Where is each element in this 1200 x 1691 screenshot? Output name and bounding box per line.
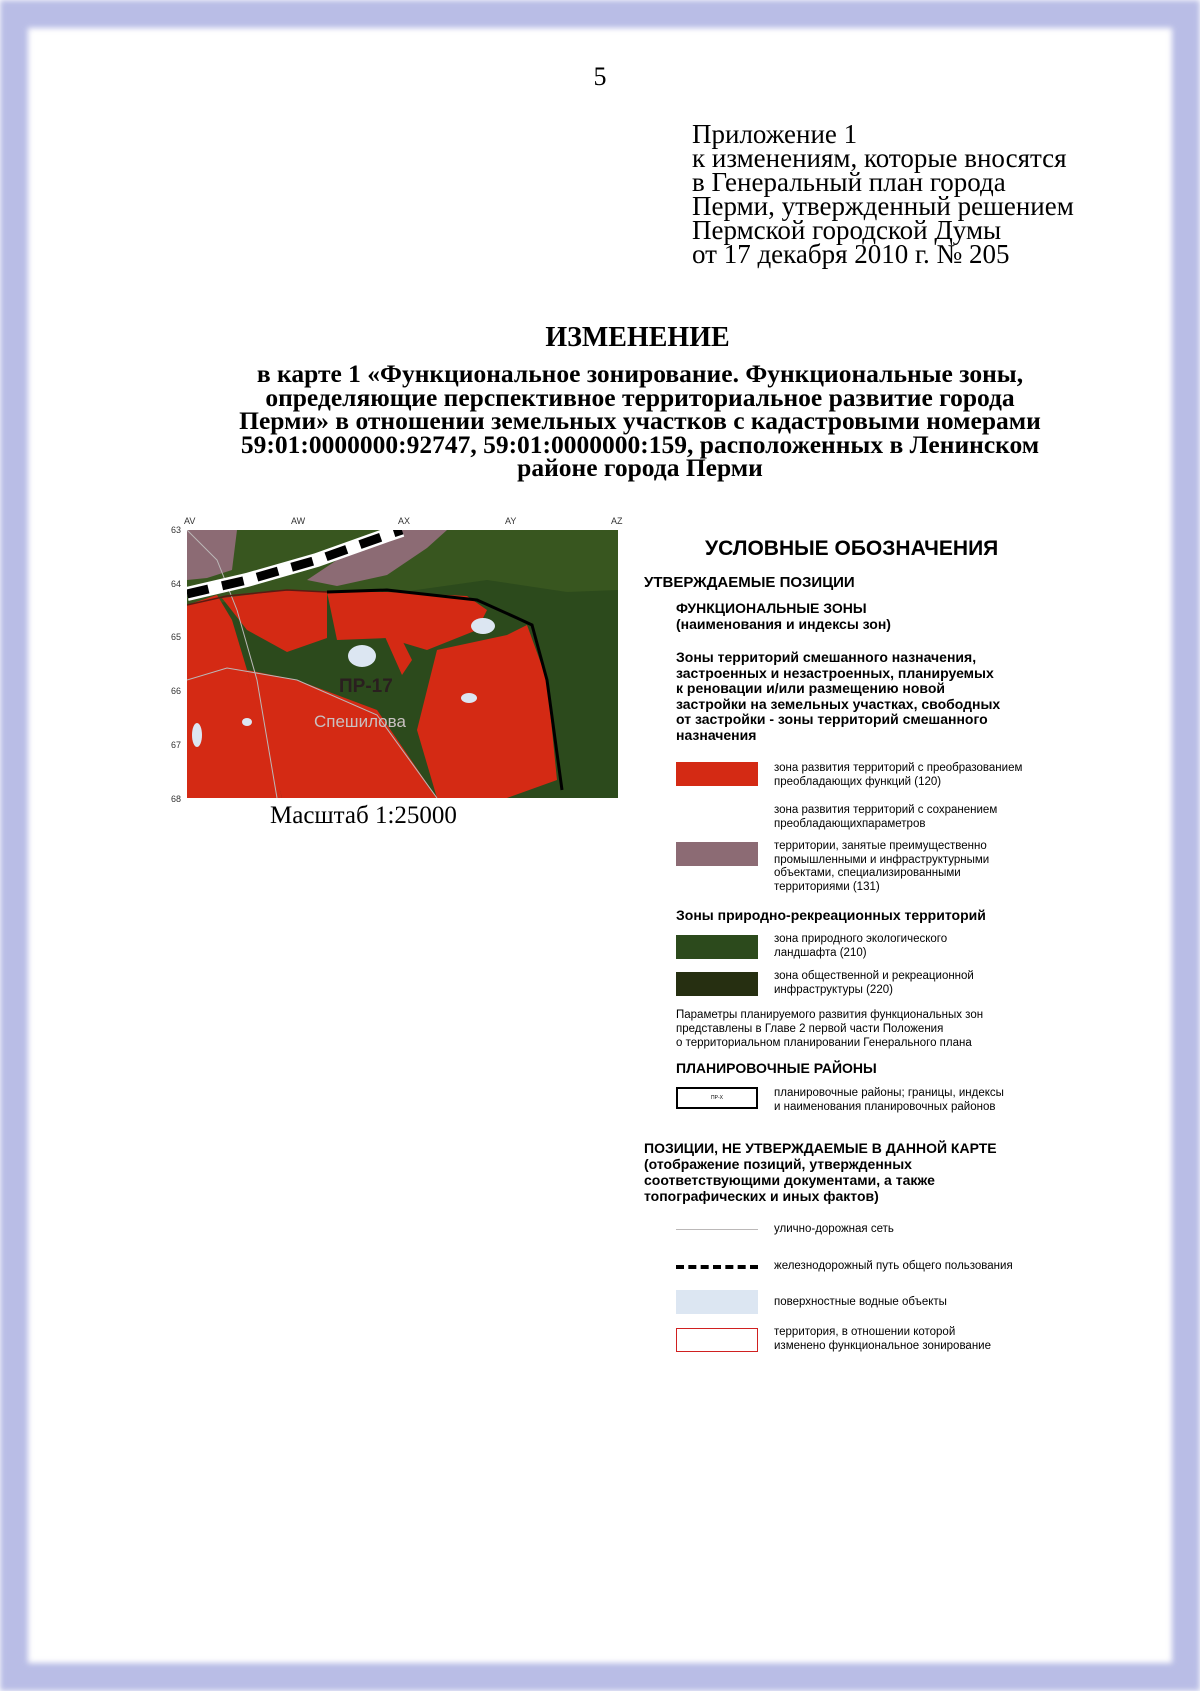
changed-zoning-symbol — [676, 1328, 758, 1352]
subtitle-line: определяющие перспективное территориальное развитие города — [265, 382, 1015, 412]
legend-item-line: объектами, специализированными — [774, 867, 961, 879]
legend-item-line: территориями (131) — [774, 880, 880, 893]
legend-item-line: зона развития территорий с сохранением — [774, 804, 998, 816]
water-body — [348, 645, 376, 667]
legend-swatch-210 — [676, 935, 758, 959]
legend-title: УСЛОВНЫЕ ОБОЗНАЧЕНИЯ — [705, 537, 999, 560]
legend-heading-line: ФУНКЦИОНАЛЬНЫЕ ЗОНЫ — [676, 600, 867, 616]
document-subtitle — [180, 359, 1100, 482]
legend-note-line: Параметры планируемого развития функциональных зон — [676, 1009, 984, 1021]
subtitle-line: в карте 1 «Функциональное зонирование. Функциональные зоны, — [256, 359, 1024, 388]
road-network-symbol — [676, 1229, 758, 1230]
legend-item-line: зона общественной и рекреационной — [774, 970, 974, 982]
legend-heading-line: от застройки - зоны территорий смешанного — [676, 711, 988, 727]
grid-column-label: AZ — [611, 516, 623, 526]
legend-swatch-131 — [676, 842, 758, 866]
appendix-line: Перми, утвержденный решением — [692, 191, 1074, 221]
legend-item-line: и наименования планировочных районов — [774, 1100, 996, 1113]
subtitle-line: районе города Перми — [517, 453, 763, 482]
railway-symbol — [676, 1265, 758, 1269]
water-body — [471, 618, 495, 634]
legend-railway-label: железнодорожный путь общего пользования — [774, 1260, 1013, 1272]
legend-item-line: зона развития территорий с преобразованием — [774, 762, 1023, 774]
appendix-line: в Генеральный план города — [692, 167, 1006, 197]
water-symbol — [676, 1290, 758, 1314]
legend-item-text — [774, 970, 974, 997]
map-scale: Масштаб 1:25000 — [270, 802, 457, 829]
legend-item-line: изменено функциональное зонирование — [774, 1339, 991, 1352]
map-canvas — [187, 530, 618, 798]
legend-item-text — [774, 804, 997, 831]
legend-item-line: территория, в отношении которой — [774, 1326, 956, 1338]
legend-heading-line: застройки на земельных участках, свободных — [676, 695, 1001, 712]
grid-column-label: AW — [291, 516, 306, 526]
legend-item-line: территории, занятые преимущественно — [774, 840, 987, 852]
document-title: ИЗМЕНЕНИЕ — [545, 322, 730, 353]
water-body — [242, 718, 252, 726]
legend-note-line: о территориальном планировании Генерального плана — [676, 1037, 972, 1049]
legend-road-label: улично-дорожная сеть — [774, 1223, 894, 1235]
legend-planning-header: ПЛАНИРОВОЧНЫЕ РАЙОНЫ — [676, 1060, 877, 1076]
subtitle-line: Перми» в отношении земельных участков с кадастровыми номерами — [239, 406, 1041, 435]
grid-column-label: AX — [398, 516, 411, 526]
legend-heading-line: застроенных и незастроенных, планируемых — [676, 664, 994, 681]
planning-district-symbol: ПР-Х — [676, 1087, 758, 1109]
grid-row-label: 64 — [171, 579, 182, 589]
appendix-line: Приложение 1 — [692, 119, 858, 149]
grid-row-label: 63 — [171, 525, 182, 535]
legend-item-text — [774, 933, 947, 960]
grid-row-label: 68 — [171, 794, 182, 804]
appendix-line: от 17 декабря 2010 г. № 205 — [692, 239, 1010, 269]
legend-item-text — [774, 762, 1022, 789]
legend-item-line: преобладающихпараметров — [774, 817, 926, 830]
legend-item-line: инфраструктуры (220) — [774, 983, 893, 996]
mixed-use-zone-120 — [417, 625, 557, 798]
grid-column-label: AY — [505, 516, 517, 526]
legend-item-line: промышленными и инфраструктурными — [774, 853, 990, 866]
legend-heading-line: к реновации и/или размещению новой — [676, 680, 946, 696]
legend-swatch-120 — [676, 762, 758, 786]
legend-note-line: представлены в Главе 2 первой части Положения — [676, 1023, 944, 1035]
legend-swatch-220 — [676, 972, 758, 996]
subtitle-line: 59:01:0000000:92747, 59:01:0000000:159, расположенных в Ленинском — [240, 429, 1040, 459]
grid-row-label: 67 — [171, 740, 182, 750]
legend-natural-header: Зоны природно-рекреационных территорий — [676, 907, 986, 923]
appendix-note — [692, 119, 1152, 269]
legend-functional-zones-header — [676, 600, 891, 632]
legend-item-text — [774, 840, 989, 894]
water-body — [192, 723, 202, 747]
legend-item-line: ландшафта (210) — [774, 946, 867, 959]
legend-heading-line: топографических и иных фактов) — [644, 1188, 879, 1204]
zoning-map — [168, 516, 623, 804]
grid-column-label: AV — [184, 516, 196, 526]
legend-heading-line: соответствующими документами, а также — [644, 1172, 935, 1188]
district-code-label: ПР-17 — [339, 676, 393, 697]
legend-heading-line: (наименования и индексы зон) — [676, 616, 891, 632]
legend-heading-line: Зоны территорий смешанного назначения, — [676, 649, 977, 665]
appendix-line: к изменениям, которые вносятся — [692, 143, 1067, 173]
legend-not-approved-header — [644, 1140, 997, 1204]
legend-water-label: поверхностные водные объекты — [774, 1296, 947, 1308]
legend-heading-line: ПОЗИЦИИ, НЕ УТВЕРЖДАЕМЫЕ В ДАННОЙ КАРТЕ — [644, 1140, 997, 1156]
legend-heading-line: (отображение позиций, утвержденных — [644, 1156, 912, 1172]
legend-note — [676, 1008, 983, 1050]
grid-row-label: 66 — [171, 686, 182, 696]
appendix-line: Пермской городской Думы — [692, 215, 1002, 245]
water-body — [461, 693, 477, 703]
grid-row-label: 65 — [171, 632, 182, 642]
legend-item-text — [774, 1326, 991, 1353]
legend-approved-header: УТВЕРЖДАЕМЫЕ ПОЗИЦИИ — [644, 574, 855, 591]
legend-item-line: зона природного экологического — [774, 933, 948, 945]
legend-item-text — [774, 1087, 1004, 1114]
page-number: 5 — [593, 62, 607, 91]
legend-item-line: планировочные районы; границы, индексы — [774, 1087, 1004, 1099]
legend-heading-line: назначения — [676, 726, 757, 743]
legend-item-line: преобладающих функций (120) — [774, 775, 942, 788]
place-name-label: Спешилова — [314, 712, 406, 731]
legend-mixed-zones-header — [676, 650, 1000, 743]
